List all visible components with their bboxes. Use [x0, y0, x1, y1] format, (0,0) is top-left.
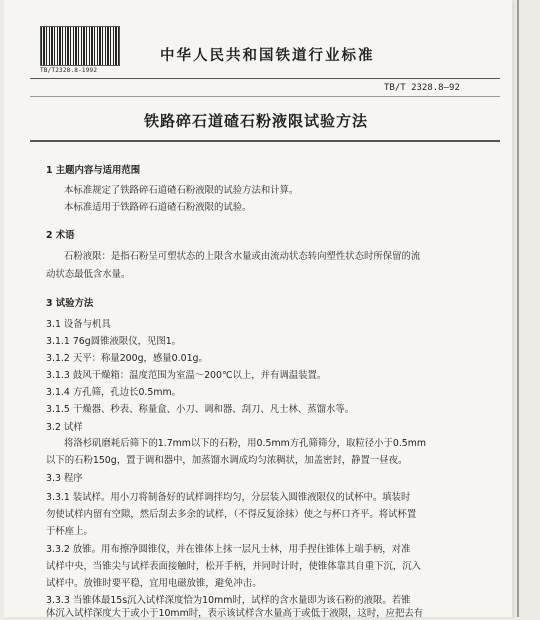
barcode-label: TB/T2328.8-1992 — [40, 67, 98, 74]
section-3-2-para-line-1: 将洛杉矶磨耗后筛下的1.7mm以下的石粉，用0.5mm方孔筛筛分，取粒径小于0.5mm — [64, 438, 427, 449]
section-3-3-3-line-1: 3.3.3 当锥体最15s沉入试样深度恰为10mm时，试样的含水量即为该石粉的液限。若锥 — [46, 595, 411, 606]
section-3-heading: 3 试验方法 — [46, 298, 94, 309]
section-1-para-1: 本标准规定了铁路碎石道碴石粉液限的试验方法和计算。 — [64, 185, 299, 196]
standard-code: TB/T 2328.8—92 — [384, 83, 460, 93]
section-1-heading: 1 主题内容与适用范围 — [46, 165, 141, 176]
section-3-3-2-line-3: 试样中。放锥时要平稳，宜用电磁放锥，避免冲击。 — [46, 578, 262, 589]
section-3-2-heading: 3.2 试样 — [46, 422, 83, 433]
section-3-1-2: 3.1.2 天平：称量200g，感量0.01g。 — [46, 353, 208, 364]
section-3-1-1: 3.1.1 76g圆锥液限仪，见图1。 — [46, 336, 182, 347]
barcode — [40, 26, 122, 72]
code-rule — [30, 96, 500, 97]
section-2-para-line-1: 石粉液限：是指石粉呈可塑状态的上限含水量或由流动状态转向塑性状态时所保留的流 — [64, 251, 421, 262]
section-3-1-5: 3.1.5 干燥器、秒表、称量盒、小刀、调和器、刮刀、凡士林、蒸馏水等。 — [46, 404, 355, 415]
section-3-3-3-line-2: 体沉入试样深度大于或小于10mm时，表示该试样含水量高于或低于液限，这时，应把去有 — [46, 608, 424, 619]
section-3-3-2-line-1: 3.3.2 放锥。用布擦净圆锥仪，并在锥体上抹一层凡士林，用手捏住锥体上端手柄，对准 — [46, 544, 411, 555]
section-3-1-heading: 3.1 设备与机具 — [46, 319, 111, 330]
section-3-3-heading: 3.3 程序 — [46, 473, 83, 484]
section-2-heading: 2 术语 — [46, 230, 75, 241]
section-3-3-1-line-1: 3.3.1 装试样。用小刀将制备好的试样调拌均匀，分层装入圆锥液限仪的试杯中。填装时 — [46, 492, 411, 503]
section-3-1-4: 3.1.4 方孔筛，孔边长0.5mm。 — [46, 387, 182, 398]
page-edge-divider — [517, 0, 519, 617]
section-1-para-2: 本标准适用于铁路碎石道碴石粉液限的试验。 — [64, 202, 252, 213]
section-3-3-1-line-3: 于杯座上。 — [46, 526, 93, 537]
section-3-3-2-line-2: 试样中央，当锥尖与试样表面接触时，松开手柄，并同时计时，使锥体靠其自重下沉，沉入 — [46, 561, 422, 572]
section-3-2-para-line-2: 以下的石粉150g，置于调和器中，加蒸馏水调成均匀浓稠状，加盖密封，静置一昼夜。 — [46, 455, 408, 466]
section-2-para-line-2: 动状态最低含水量。 — [46, 269, 131, 280]
barcode-bars — [40, 26, 120, 66]
title-rule — [30, 140, 500, 142]
header-rule — [30, 78, 500, 79]
section-3-3-1-line-2: 勿使试样内留有空隙，然后刮去多余的试样，（不得反复涂抹）使之与杯口齐平。将试杯置 — [46, 509, 417, 520]
standard-org-title: 中华人民共和国铁道行业标准 — [160, 48, 375, 64]
section-3-1-3: 3.1.3 鼓风干燥箱：温度范围为室温～200℃以上，并有调温装置。 — [46, 370, 327, 381]
document-title: 铁路碎石道碴石粉液限试验方法 — [144, 112, 369, 130]
